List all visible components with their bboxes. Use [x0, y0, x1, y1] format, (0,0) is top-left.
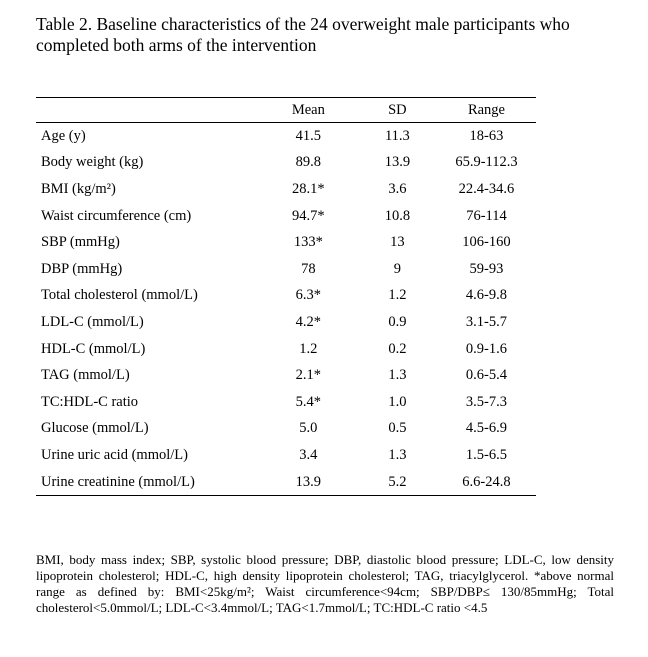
row-label: SBP (mmHg): [41, 234, 120, 251]
table-row: [36, 229, 536, 256]
row-range: 106-160: [462, 234, 511, 251]
row-sd: 10.8: [384, 207, 411, 224]
table-row: [36, 123, 536, 150]
table-row: [36, 416, 536, 443]
header-mean: Mean: [259, 98, 358, 123]
row-sd: 0.2: [388, 340, 407, 357]
header-range: Range: [437, 98, 536, 123]
row-sd: 1.2: [388, 287, 407, 304]
row-range: 59-93: [469, 260, 504, 277]
row-range: 3.1-5.7: [465, 313, 508, 330]
table-row: [36, 150, 536, 177]
row-range: 3.5-7.3: [465, 393, 508, 410]
row-mean: 41.5: [295, 127, 322, 144]
row-mean: 89.8: [295, 154, 322, 171]
row-range: 4.5-6.9: [465, 420, 508, 437]
baseline-characteristics-table: [36, 97, 536, 496]
row-label: Body weight (kg): [41, 154, 144, 171]
row-label: Age (y): [41, 127, 86, 144]
row-label: LDL-C (mmol/L): [41, 313, 144, 330]
row-sd: 1.3: [388, 367, 407, 384]
table-row: [36, 442, 536, 469]
table-row: [36, 389, 536, 416]
table-row: [36, 176, 536, 203]
row-sd: 1.0: [388, 393, 407, 410]
table-row: [36, 203, 536, 230]
table-row: [36, 469, 536, 496]
row-sd: 9: [393, 260, 401, 277]
row-mean: 5.4*: [295, 393, 322, 410]
table-row: [36, 309, 536, 336]
row-sd: 1.3: [388, 446, 407, 463]
row-range: 22.4-34.6: [458, 180, 515, 197]
table-row: [36, 362, 536, 389]
table-header-row: [36, 98, 536, 123]
row-mean: 3.4: [299, 446, 318, 463]
row-mean: 2.1*: [295, 367, 322, 384]
row-sd: 5.2: [358, 469, 437, 496]
row-label: Total cholesterol (mmol/L): [41, 287, 198, 304]
row-mean: 78: [301, 260, 316, 277]
row-sd: 11.3: [384, 127, 410, 144]
row-mean: 4.2*: [295, 313, 322, 330]
row-sd: 0.9: [388, 313, 407, 330]
row-range: 76-114: [466, 207, 507, 224]
row-mean: 133*: [293, 234, 323, 251]
header-label: [36, 98, 259, 123]
row-range: 0.6-5.4: [465, 367, 508, 384]
row-mean: 28.1*: [292, 180, 325, 197]
row-sd: 3.6: [388, 180, 407, 197]
row-range: 6.6-24.8: [437, 469, 536, 496]
row-sd: 0.5: [388, 420, 407, 437]
row-label: DBP (mmHg): [41, 260, 123, 277]
row-label: Urine creatinine (mmol/L): [36, 469, 259, 496]
row-mean: 94.7*: [292, 207, 325, 224]
table-row: [36, 283, 536, 310]
table-row: [36, 256, 536, 283]
row-label: Glucose (mmol/L): [41, 420, 149, 437]
row-mean: 13.9: [259, 469, 358, 496]
header-sd: SD: [358, 98, 437, 123]
row-range: 4.6-9.8: [465, 287, 508, 304]
row-range: 1.5-6.5: [465, 446, 508, 463]
row-label: TC:HDL-C ratio: [41, 393, 139, 410]
row-label: TAG (mmol/L): [41, 367, 130, 384]
row-sd: 13.9: [384, 154, 411, 171]
row-label: Waist circumference (cm): [41, 207, 192, 224]
row-range: 65.9-112.3: [455, 154, 518, 171]
table-row: [36, 336, 536, 363]
row-label: BMI (kg/m²): [41, 180, 116, 197]
row-range: 18-63: [469, 127, 504, 144]
table-caption: Table 2. Baseline characteristics of the 24 overweight male participants who completed both arms of the intervention: [36, 14, 570, 55]
row-mean: 1.2: [299, 340, 318, 357]
row-mean: 6.3*: [295, 287, 322, 304]
row-sd: 13: [390, 234, 405, 251]
row-mean: 5.0: [299, 420, 318, 437]
row-range: 0.9-1.6: [465, 340, 508, 357]
row-label: HDL-C (mmol/L): [41, 340, 146, 357]
row-label: Urine uric acid (mmol/L): [41, 446, 188, 463]
table-footnote: BMI, body mass index; SBP, systolic blood pressure; DBP, diastolic blood pressure; LDL-C, low density lipoprotein cholesterol; HDL-C, high density lipoprotein cholesterol; TAG, triacylglycerol. *above normal range as defined by: BMI<25kg/m²; Waist circumference<94cm; SBP/DBP≤ 130/85mmHg; Total cholesterol<5.0mmol/L; LDL-C<3.4mmol/L; TAG<1.7mmol/L; TC:HDL-C ratio <4.5: [36, 552, 614, 615]
